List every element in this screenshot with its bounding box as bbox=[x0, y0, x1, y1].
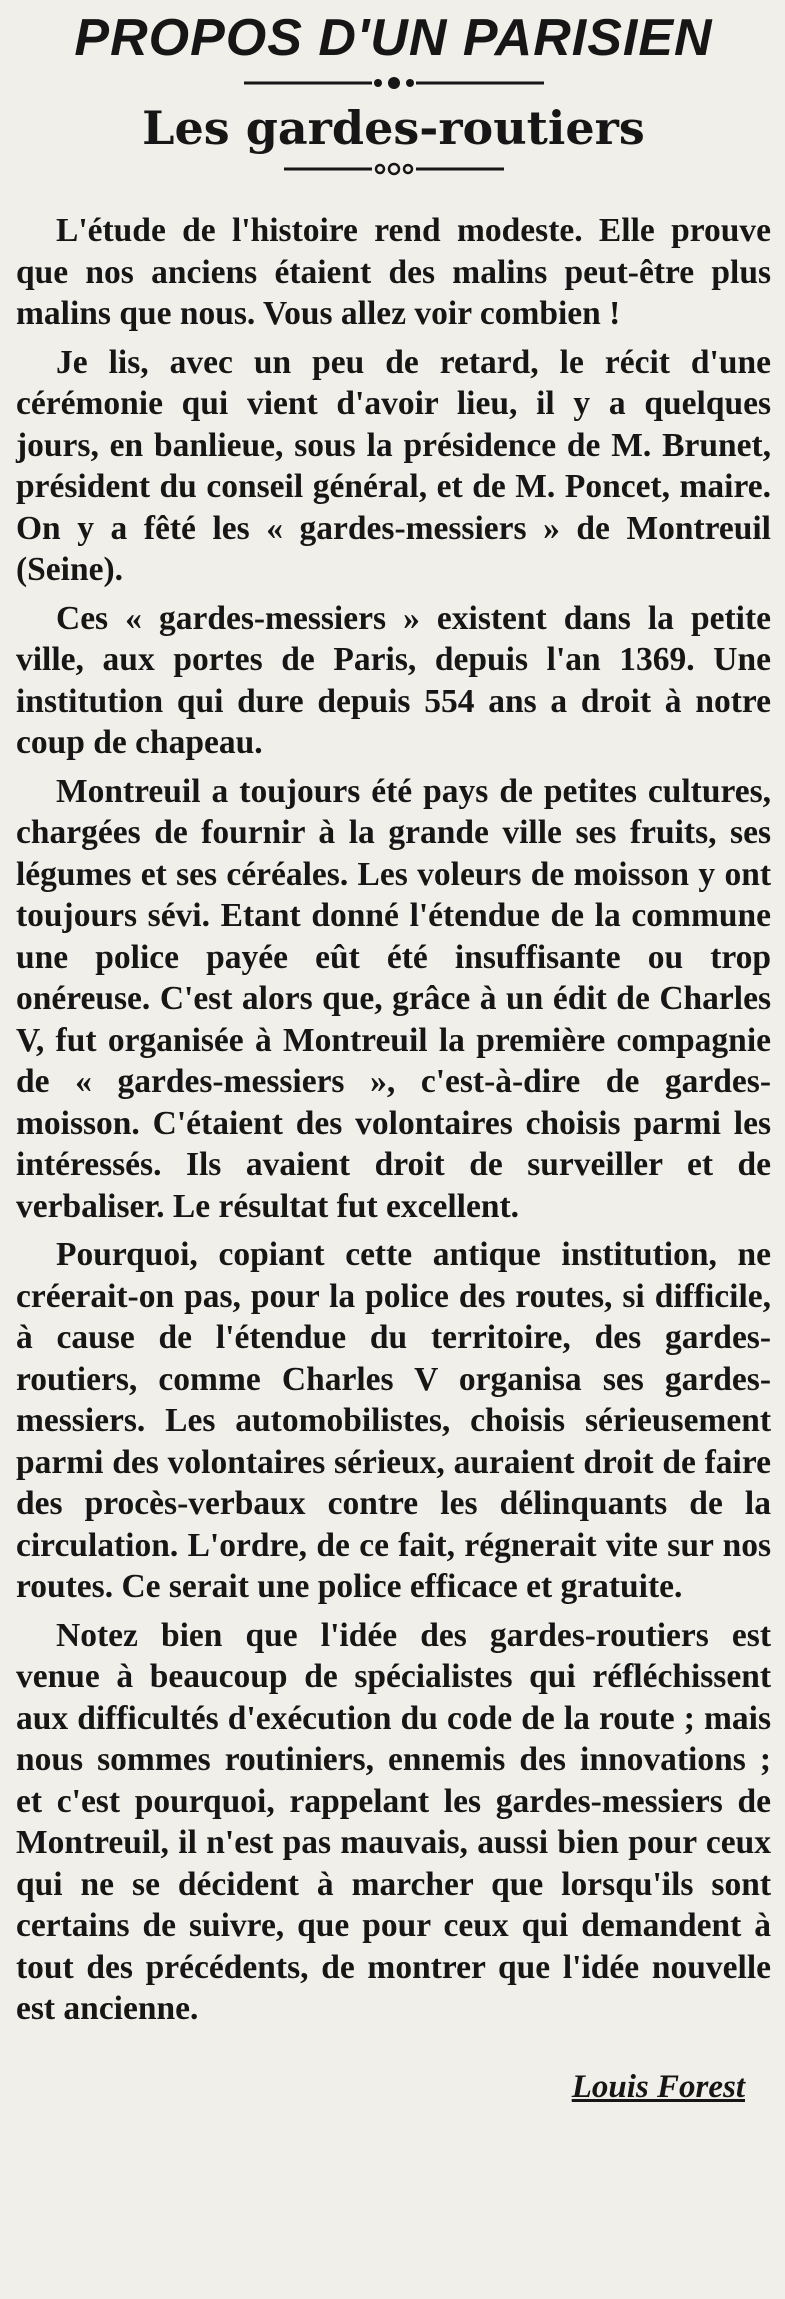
header-ornament bbox=[244, 72, 544, 94]
article-body bbox=[16, 210, 771, 2030]
paragraph-2: Je lis, avec un peu de retard, le récit d'une cérémonie qui vient d'avoir lieu, il y a quelques jours, en banlieue, sous la présidence de M. Brunet, président du conseil général, et de M. Poncet, maire. On y a fêté les « gardes-messiers » de Montreuil (Seine). bbox=[16, 343, 771, 588]
paragraph-4: Montreuil a toujours été pays de petites cultures, chargées de fournir à la grande ville ses fruits, ses légumes et ses céréales. Les voleurs de moisson y ont toujours sévi. Etant donné l'étendue de la commune une police payée eût été insuffisante ou trop onéreuse. C'est alors que, grâce à un édit de Charles V, fut organisée à Montreuil la première compagnie de « gardes-messiers », c'est-à-dire de gardes-moisson. C'étaient des volontaires choisis parmi les intéressés. Ils avaient droit de surveiller et de verbaliser. Le résultat fut excellent. bbox=[16, 772, 771, 1225]
title-ornament bbox=[284, 158, 504, 180]
paragraph-5: Pourquoi, copiant cette antique institution, ne créerait-on pas, pour la police des routes, si difficile, à cause de l'étendue du territoire, des gardes-routiers, comme Charles V organisa ses gardes-messiers. Les automobilistes, choisis sérieusement parmi des volontaires sérieux, auraient droit de faire des procès-verbaux contre les délinquants de la circulation. L'ordre, de ce fait, régnerait vite sur nos routes. Ce serait une police efficace et gratuite. bbox=[16, 1236, 771, 1605]
author-signature: Louis Forest bbox=[571, 2068, 745, 2105]
paragraph-6: Notez bien que l'idée des gardes-routiers est venue à beaucoup de spécialistes qui réfléchissent aux difficultés d'exécution du code de la route ; mais nous sommes routiniers, ennemis des innovations ; et c'est pourquoi, rappelant les gardes-messiers de Montreuil, il n'est pas mauvais, aussi bien pour ceux qui ne se décident à marcher que lorsqu'ils sont certains de suivre, que pour ceux qui demandent à tout des précédents, de montrer que l'idée nouvelle est ancienne. bbox=[16, 1616, 771, 2027]
section-header: PROPOS D'UN PARISIEN bbox=[74, 9, 713, 67]
article-title: Les gardes-routiers bbox=[142, 101, 645, 155]
paragraph-1: L'étude de l'histoire rend modeste. Elle prouve que nos anciens étaient des malins peut-être plus malins que nous. Vous allez voir combien ! bbox=[16, 212, 771, 332]
paragraph-3: Ces « gardes-messiers » existent dans la petite ville, aux portes de Paris, depuis l'an 1369. Une institution qui dure depuis 554 ans a droit à notre coup de chapeau. bbox=[16, 599, 771, 761]
